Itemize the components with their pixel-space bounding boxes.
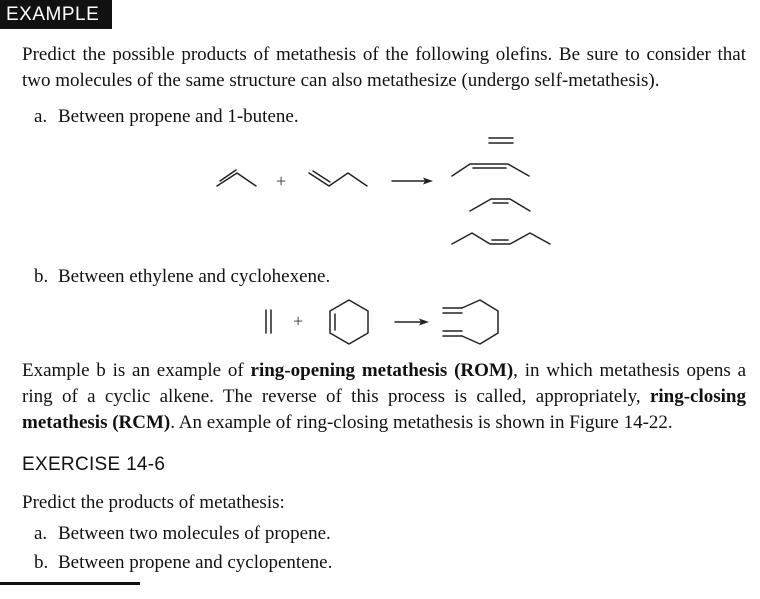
rcm-term: ring-closing metathesis (RCM) [22,386,746,433]
example-prompt: Predict the possible products of metathesis of the following olefins. Be sure to consider that two molecules of the same structure can also metathesize (undergo self-metathesis). [22,44,746,91]
exercise-item-a-text: Between two molecules of propene. [58,523,331,544]
exercise-item-b [34,551,332,575]
part-a-text: Between propene and 1-butene. [58,106,299,127]
exercise-item-a-letter: a. [34,523,48,544]
part-b-letter: b. [34,266,49,287]
rom-explanation [22,358,746,436]
exercise-heading: EXERCISE 14-6 [22,454,166,475]
exercise-item-b-text: Between propene and cyclopentene. [58,552,333,573]
octadiene-product [443,300,498,344]
ethylene-structure [266,310,271,333]
rom-term: ring-opening metathesis (ROM) [250,360,514,381]
plus-sign-a: + [276,171,287,191]
exercise-prompt: Predict the products of metathesis: [22,492,285,513]
part-b-text: Between ethylene and cyclohexene. [58,266,331,287]
explanation-text-2: , in which metathesis opens a ring of a cyclic alkene. The reverse of this process is called, appropriately, [22,360,746,407]
exercise-item-b-letter: b. [34,552,49,573]
plus-sign-b: + [293,311,304,331]
reaction-arrow-b [395,319,429,326]
explanation-text-3: . An example of ring-closing metathesis is shown in Figure 14-22. [170,412,673,433]
part-a-letter: a. [34,106,48,127]
cyclohexene-structure [330,300,368,344]
explanation-text-1: Example b is an example of [22,360,251,381]
example-label: EXAMPLE [0,0,112,29]
bottom-rule [0,582,140,585]
exercise-item-a [34,522,331,546]
